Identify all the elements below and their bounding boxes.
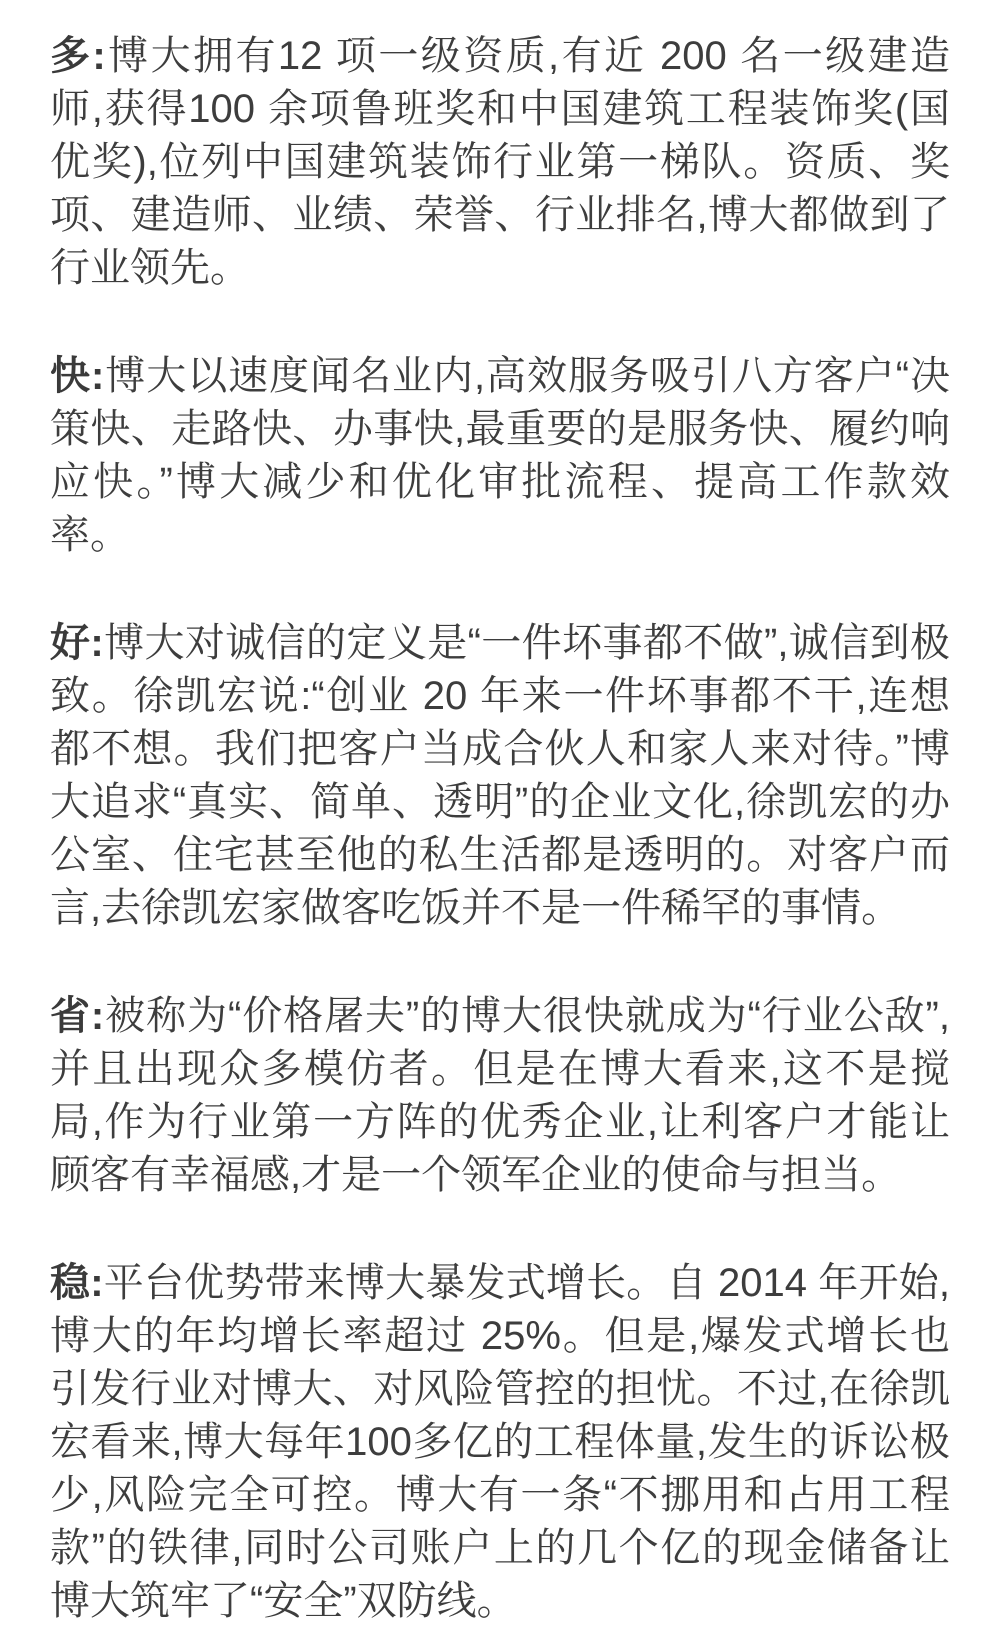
paragraph-text-hao: 博大对诚信的定义是“一件坏事都不做”,诚信到极致。徐凯宏说:“创业 20 年来一件坏事都不干,连想都不想。我们把客户当成合伙人和家人来对待。”博大追求“真实、简单、透明”的企业文化,徐凯宏的办公室、住宅甚至他的私生活都是透明的。对客户而言,去徐凯宏家做客吃饭并不是一件稀罕的事情。 bbox=[50, 621, 950, 930]
paragraph-lead-wen: 稳: bbox=[50, 1261, 104, 1305]
paragraph-kuai bbox=[50, 350, 950, 562]
paragraph-duo bbox=[50, 30, 950, 295]
paragraph-text-kuai: 博大以速度闻名业内,高效服务吸引八方客户“决策快、走路快、办事快,最重要的是服务快、履约响应快。”博大减少和优化审批流程、提高工作款效率。 bbox=[50, 354, 950, 557]
paragraph-lead-sheng: 省: bbox=[50, 994, 105, 1038]
paragraph-wen bbox=[50, 1257, 950, 1628]
paragraph-lead-kuai: 快: bbox=[50, 354, 105, 398]
paragraph-lead-duo: 多: bbox=[50, 34, 106, 78]
paragraph-hao bbox=[50, 617, 950, 935]
paragraph-lead-hao: 好: bbox=[50, 621, 104, 665]
paragraph-sheng bbox=[50, 990, 950, 1202]
paragraph-text-sheng: 被称为“价格屠夫”的博大很快就成为“行业公敌”,并且出现众多模仿者。但是在博大看来,这不是搅局,作为行业第一方阵的优秀企业,让利客户才能让顾客有幸福感,才是一个领军企业的使命与担当。 bbox=[50, 994, 950, 1197]
paragraph-text-duo: 博大拥有12 项一级资质,有近 200 名一级建造师,获得100 余项鲁班奖和中国建筑工程装饰奖(国优奖),位列中国建筑装饰行业第一梯队。资质、奖项、建造师、业绩、荣誉、行业排名,博大都做到了行业领先。 bbox=[50, 34, 950, 290]
paragraph-text-wen: 平台优势带来博大暴发式增长。自 2014 年开始,博大的年均增长率超过 25%。但是,爆发式增长也引发行业对博大、对风险管控的担忧。不过,在徐凯宏看来,博大每年100多亿的工程体量,发生的诉讼极少,风险完全可控。博大有一条“不挪用和占用工程款”的铁律,同时公司账户上的几个亿的现金储备让博大筑牢了“安全”双防线。 bbox=[50, 1261, 951, 1623]
